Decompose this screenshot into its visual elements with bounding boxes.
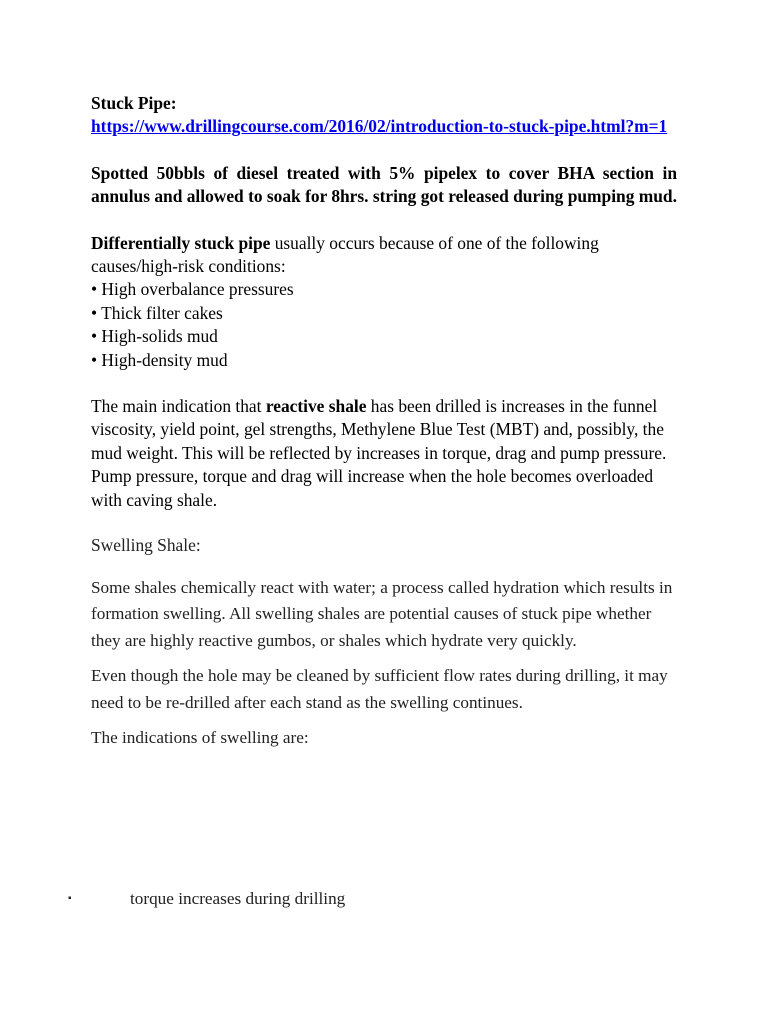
- doc-title: Stuck Pipe:: [91, 93, 177, 113]
- diff-bold-term: Differentially stuck pipe: [91, 232, 271, 253]
- reactive-paragraph: The main indication that reactive shale has been drilled is increases in the funnel viscosity, yield point, gel strengths, Methylene Blue Test (MBT) and, possibly, the mud weight. This will be reflected by increases in torque, drag and pump pressure.: [91, 396, 667, 463]
- risk-conditions-list: [91, 278, 677, 372]
- swelling-indications-lead: The indications of swelling are:: [91, 728, 309, 748]
- document-body: [91, 92, 677, 752]
- pump-pressure-paragraph: Pump pressure, torque and drag will increase when the hole becomes overloaded with caving shale.: [91, 466, 654, 510]
- reactive-bold-term: reactive shale: [265, 396, 367, 417]
- list-item: [68, 886, 688, 911]
- diff-description: usually occurs because of one of the following causes/high-risk conditions:: [91, 232, 599, 277]
- list-item: • High overbalance pressures: [91, 279, 294, 300]
- swelling-paragraph-2: Even though the hole may be cleaned by sufficient flow rates during drilling, it may need to be re-drilled after each stand as the swelling continues.: [91, 666, 668, 712]
- reactive-shale-section: [91, 395, 677, 512]
- list-item: • High-density mud: [91, 349, 228, 370]
- list-item: • Thick filter cakes: [91, 302, 223, 323]
- square-bullet-icon: ▪: [68, 893, 72, 905]
- reference-link[interactable]: https://www.drillingcourse.com/2016/02/introduction-to-stuck-pipe.html?m=1: [91, 116, 668, 137]
- spotted-paragraph: Spotted 50bbls of diesel treated with 5% pipelex to cover BHA section in annulus and allowed to soak for 8hrs. string got released during pumping mud.: [91, 162, 677, 207]
- list-item: • High-solids mud: [91, 326, 218, 347]
- swelling-heading: Swelling Shale:: [91, 535, 201, 556]
- differential-stuck-section: [91, 232, 677, 372]
- indication-item-text: torque increases during drilling: [130, 889, 346, 909]
- swelling-paragraph-1: Some shales chemically react with water; a process called hydration which results in formation swelling. All swelling shales are potential causes of stuck pipe whether they are highly reactive gumbos, or shales which hydrate very quickly.: [91, 577, 673, 650]
